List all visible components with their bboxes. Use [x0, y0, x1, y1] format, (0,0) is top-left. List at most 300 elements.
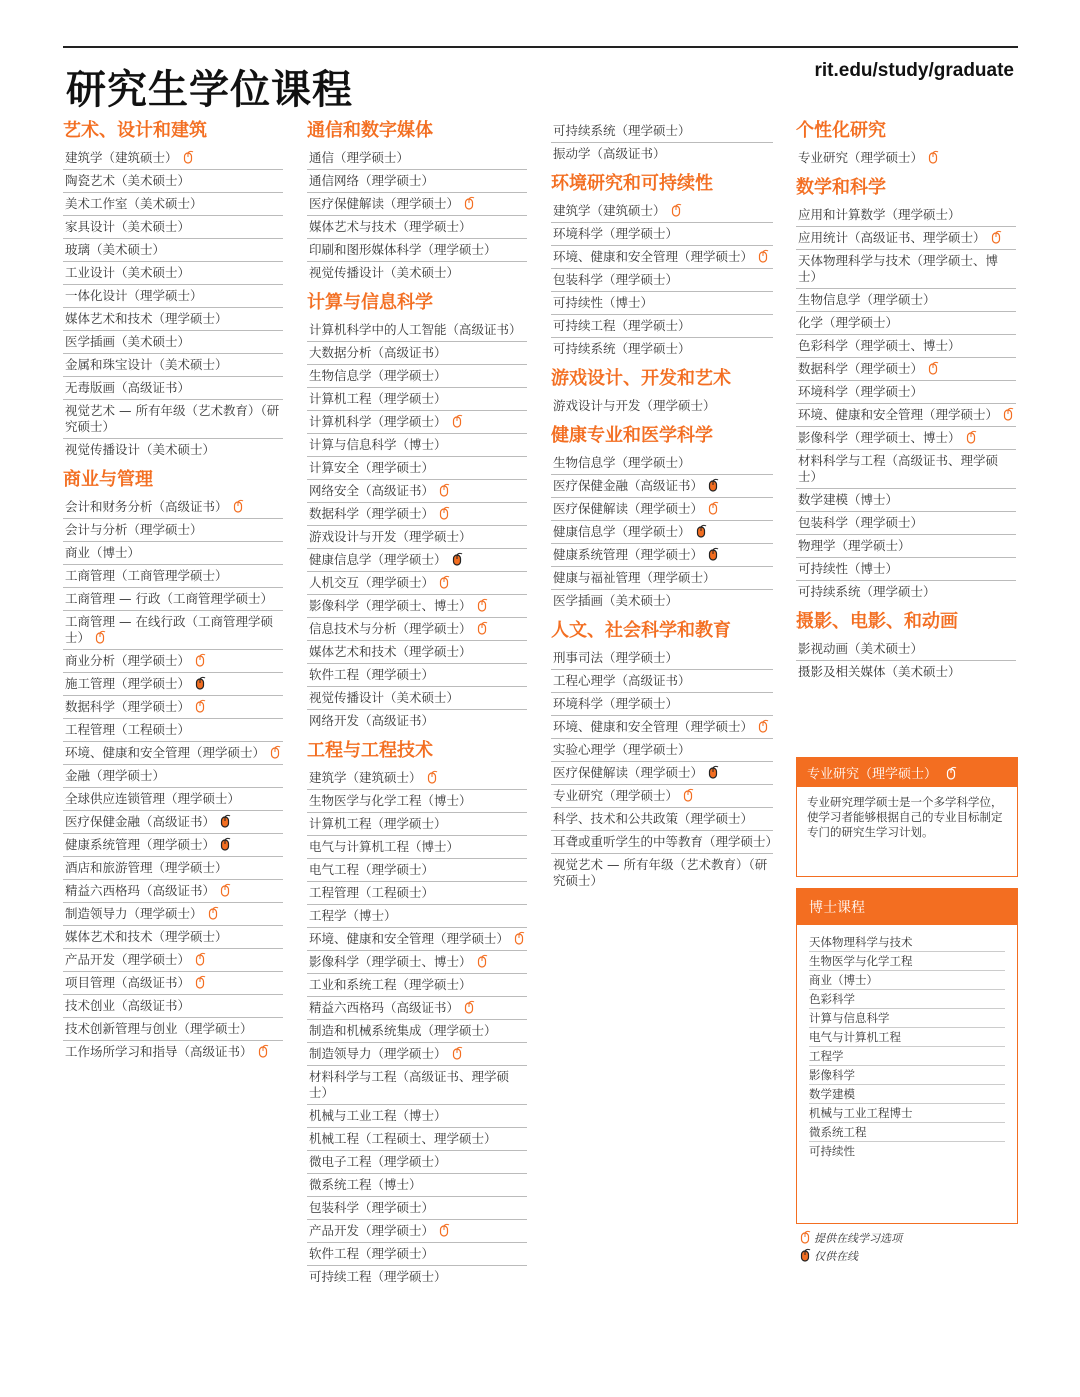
program-label: 医学插画（美术硕士） [553, 593, 679, 608]
online-only-icon [706, 765, 720, 779]
program-label: 工业设计（美术硕士） [65, 265, 191, 280]
program-item[interactable] [307, 836, 527, 859]
program-item[interactable] [63, 519, 283, 542]
program-label: 健康信息学（理学硕士） [553, 524, 691, 539]
program-label: 专业研究（理学硕士） [553, 788, 679, 803]
legend-online-only-label: 仅供在线 [814, 1250, 858, 1263]
program-list [551, 395, 773, 417]
program-item[interactable] [307, 1243, 527, 1266]
program-item[interactable] [63, 834, 283, 857]
program-item[interactable] [63, 611, 283, 650]
program-item[interactable] [63, 742, 283, 765]
program-item[interactable] [551, 647, 773, 670]
program-label: 微电子工程（理学硕士） [309, 1154, 447, 1169]
section-heading: 游戏设计、开发和艺术 [551, 368, 731, 389]
program-item[interactable] [307, 928, 527, 951]
program-item[interactable] [307, 457, 527, 480]
program-label: 生物信息学（理学硕士） [798, 292, 936, 307]
online-option-icon [512, 931, 526, 945]
program-item[interactable] [796, 489, 1016, 512]
phd-item[interactable]: 商业（博士） [809, 971, 1005, 990]
program-item[interactable] [307, 687, 527, 710]
program-label: 应用统计（高级证书、理学硕士） [798, 230, 986, 245]
program-item[interactable] [63, 262, 283, 285]
program-item[interactable] [551, 338, 773, 360]
program-item[interactable] [551, 143, 773, 165]
program-item[interactable] [796, 250, 1016, 289]
professional-studies-text: 专业研究理学硕士是一个多学科学位，使学习者能够根据自己的专业目标制定专门的研究生学习计划。 [807, 795, 1003, 839]
program-label: 视觉艺术 — 所有年级（艺术教育）（研究硕士） [65, 403, 280, 434]
program-item[interactable] [307, 170, 527, 193]
program-item[interactable] [307, 1151, 527, 1174]
phd-item[interactable]: 工程学 [809, 1047, 1005, 1066]
program-label: 影视动画（美术硕士） [798, 641, 924, 656]
program-label: 媒体艺术和技术（理学硕士） [65, 929, 228, 944]
professional-studies-title: 专业研究（理学硕士） [807, 767, 938, 782]
program-item[interactable] [307, 572, 527, 595]
phd-list [797, 925, 1017, 1170]
phd-item[interactable]: 生物医学与化学工程 [809, 952, 1005, 971]
legend-online [798, 1230, 902, 1248]
program-label: 耳聋或重听学生的中等教育（理学硕士） [553, 834, 779, 849]
program-label: 物理学（理学硕士） [798, 538, 911, 553]
program-item[interactable] [307, 641, 527, 664]
program-label: 环境科学（理学硕士） [553, 696, 679, 711]
program-list [63, 496, 283, 1063]
program-item[interactable] [307, 710, 527, 732]
program-item[interactable] [307, 434, 527, 457]
program-list [551, 452, 773, 612]
program-item[interactable] [551, 200, 773, 223]
professional-studies-header [797, 758, 1017, 787]
online-option-icon [425, 770, 439, 784]
program-label: 包装科学（理学硕士） [798, 515, 924, 530]
program-item[interactable] [307, 882, 527, 905]
online-only-icon [450, 552, 464, 566]
program-item[interactable] [63, 216, 283, 239]
program-item[interactable] [551, 716, 773, 739]
program-item[interactable] [796, 147, 1016, 169]
program-label: 建筑学（建筑硕士） [65, 150, 178, 165]
online-option-icon [798, 1230, 812, 1244]
program-item[interactable] [551, 292, 773, 315]
program-label: 技术创业（高级证书） [65, 998, 191, 1013]
program-item[interactable] [551, 395, 773, 417]
program-label: 医疗保健金融（高级证书） [553, 478, 704, 493]
program-list [551, 120, 773, 165]
top-rule [63, 46, 1018, 48]
program-label: 可持续工程（理学硕士） [553, 318, 691, 333]
program-item[interactable] [307, 1220, 527, 1243]
program-item[interactable] [307, 951, 527, 974]
program-item[interactable] [551, 452, 773, 475]
program-label: 制造和机械系统集成（理学硕士） [309, 1023, 497, 1038]
program-item[interactable] [307, 262, 527, 284]
program-item[interactable] [307, 997, 527, 1020]
program-label: 包装科学（理学硕士） [309, 1200, 435, 1215]
online-only-icon [706, 547, 720, 561]
program-item[interactable] [796, 661, 1016, 683]
online-only-icon [193, 676, 207, 690]
phd-item[interactable]: 微系统工程 [809, 1123, 1005, 1142]
program-item[interactable] [63, 542, 283, 565]
program-list [307, 147, 527, 284]
program-item[interactable] [796, 381, 1016, 404]
program-item[interactable] [63, 439, 283, 461]
program-item[interactable] [307, 1128, 527, 1151]
program-item[interactable] [551, 246, 773, 269]
program-item[interactable] [796, 581, 1016, 603]
program-label: 全球供应连锁管理（理学硕士） [65, 791, 241, 806]
program-label: 一体化设计（理学硕士） [65, 288, 203, 303]
program-label: 商业分析（理学硕士） [65, 653, 191, 668]
program-label: 可持续系统（理学硕士） [798, 584, 936, 599]
program-item[interactable] [307, 319, 527, 342]
program-label: 产品开发（理学硕士） [65, 952, 191, 967]
program-item[interactable] [307, 767, 527, 790]
program-item[interactable] [796, 227, 1016, 250]
column-1 [63, 120, 283, 1063]
online-option-icon [193, 699, 207, 713]
program-label: 环境、健康和安全管理（理学硕士） [553, 719, 754, 734]
program-label: 无毒版画（高级证书） [65, 380, 191, 395]
program-label: 健康与福祉管理（理学硕士） [553, 570, 716, 585]
program-item[interactable] [796, 335, 1016, 358]
program-label: 医疗保健金融（高级证书） [65, 814, 216, 829]
page-url[interactable]: rit.edu/study/graduate [814, 60, 1014, 81]
section-heading: 健康专业和医学科学 [551, 425, 713, 446]
program-label: 精益六西格玛（高级证书） [309, 1000, 460, 1015]
program-label: 工商管理（工商管理学硕士） [65, 568, 228, 583]
program-item[interactable] [796, 289, 1016, 312]
program-item[interactable] [551, 693, 773, 716]
legend [798, 1230, 902, 1266]
program-label: 可持续工程（理学硕士） [309, 1269, 447, 1284]
program-item[interactable] [307, 1266, 527, 1288]
program-item[interactable] [63, 239, 283, 262]
section-heading: 数学和科学 [796, 177, 886, 198]
program-label: 视觉艺术 — 所有年级（艺术教育）（研究硕士） [553, 857, 768, 888]
program-label: 数据科学（理学硕士） [309, 506, 435, 521]
phd-item[interactable]: 数学建模 [809, 1085, 1005, 1104]
program-label: 可持续系统（理学硕士） [553, 341, 691, 356]
program-label: 工业和系统工程（理学硕士） [309, 977, 472, 992]
program-label: 生物信息学（理学硕士） [309, 368, 447, 383]
online-option-icon [669, 203, 683, 217]
program-item[interactable] [63, 926, 283, 949]
program-item[interactable] [63, 377, 283, 400]
program-item[interactable] [63, 285, 283, 308]
program-item[interactable] [63, 903, 283, 926]
program-label: 通信网络（理学硕士） [309, 173, 435, 188]
program-label: 实验心理学（理学硕士） [553, 742, 691, 757]
program-label: 环境、健康和安全管理（理学硕士） [798, 407, 999, 422]
program-label: 软件工程（理学硕士） [309, 1246, 435, 1261]
program-label: 玻璃（美术硕士） [65, 242, 166, 257]
program-item[interactable] [551, 670, 773, 693]
program-label: 工商管理 — 行政（工商管理学硕士） [65, 591, 273, 606]
program-list [551, 647, 779, 892]
online-option-icon [756, 719, 770, 733]
program-label: 酒店和旅游管理（理学硕士） [65, 860, 228, 875]
phd-item[interactable]: 影像科学 [809, 1066, 1005, 1085]
program-item[interactable] [307, 1020, 527, 1043]
program-item[interactable] [63, 972, 283, 995]
program-item[interactable] [307, 147, 527, 170]
program-item[interactable] [307, 342, 527, 365]
program-label: 制造领导力（理学硕士） [65, 906, 203, 921]
program-item[interactable] [796, 404, 1016, 427]
program-item[interactable] [63, 170, 283, 193]
program-item[interactable] [796, 312, 1016, 335]
section-heading: 摄影、电影、和动画 [796, 611, 958, 632]
program-item[interactable] [551, 498, 773, 521]
program-item[interactable] [307, 905, 527, 928]
program-label: 天体物理科学与技术（理学硕士、博士） [798, 253, 999, 284]
program-item[interactable] [307, 1197, 527, 1220]
program-item[interactable] [796, 450, 1016, 489]
program-item[interactable] [63, 193, 283, 216]
program-item[interactable] [551, 544, 773, 567]
program-label: 工程学（博士） [309, 908, 397, 923]
program-item[interactable] [551, 567, 773, 590]
program-label: 摄影及相关媒体（美术硕士） [798, 664, 961, 679]
program-item[interactable] [63, 496, 283, 519]
program-label: 建筑学（建筑硕士） [309, 770, 422, 785]
program-item[interactable] [63, 995, 283, 1018]
program-label: 工程管理（工程硕士） [65, 722, 191, 737]
program-item[interactable] [63, 400, 283, 439]
program-label: 环境科学（理学硕士） [798, 384, 924, 399]
program-label: 印刷和图形媒体科学（理学硕士） [309, 242, 497, 257]
page-title: 研究生学位课程 [66, 67, 353, 113]
program-label: 可持续性（博士） [553, 295, 654, 310]
section-heading: 工程与工程技术 [307, 740, 433, 761]
program-item[interactable] [307, 549, 527, 572]
program-label: 可持续性（博士） [798, 561, 899, 576]
program-item[interactable] [551, 521, 773, 544]
program-item[interactable] [63, 565, 283, 588]
program-item[interactable] [551, 854, 773, 892]
online-only-icon [218, 837, 232, 851]
program-item[interactable] [796, 204, 1016, 227]
program-item[interactable] [796, 512, 1016, 535]
section-heading: 人文、社会科学和教育 [551, 620, 731, 641]
program-item[interactable] [307, 859, 527, 882]
program-label: 网络安全（高级证书） [309, 483, 435, 498]
program-label: 材料科学与工程（高级证书、理学硕士） [798, 453, 999, 484]
program-item[interactable] [551, 785, 773, 808]
program-label: 施工管理（理学硕士） [65, 676, 191, 691]
online-option-icon [926, 150, 940, 164]
program-label: 微系统工程（博士） [309, 1177, 422, 1192]
program-item[interactable] [307, 595, 527, 618]
section-heading: 环境研究和可持续性 [551, 173, 713, 194]
program-item[interactable] [63, 765, 283, 788]
program-label: 精益六西格玛（高级证书） [65, 883, 216, 898]
program-item[interactable] [63, 147, 283, 170]
online-option-icon [231, 499, 245, 513]
phd-item[interactable]: 计算与信息科学 [809, 1009, 1005, 1028]
program-item[interactable] [307, 526, 527, 549]
program-item[interactable] [63, 811, 283, 834]
program-item[interactable] [307, 813, 527, 836]
program-label: 影像科学（理学硕士、博士） [309, 598, 472, 613]
program-item[interactable] [307, 216, 527, 239]
program-label: 制造领导力（理学硕士） [309, 1046, 447, 1061]
online-option-icon [681, 788, 695, 802]
program-item[interactable] [63, 696, 283, 719]
program-item[interactable] [796, 358, 1016, 381]
program-label: 游戏设计与开发（理学硕士） [553, 398, 716, 413]
online-option-icon [450, 1046, 464, 1060]
program-item[interactable] [307, 1066, 527, 1105]
program-item[interactable] [307, 411, 527, 434]
program-label: 影像科学（理学硕士、博士） [798, 430, 961, 445]
online-option-icon [437, 506, 451, 520]
program-label: 大数据分析（高级证书） [309, 345, 447, 360]
program-label: 可持续系统（理学硕士） [553, 123, 691, 138]
program-item[interactable] [551, 808, 773, 831]
program-item[interactable] [307, 365, 527, 388]
online-option-icon [475, 598, 489, 612]
online-option-icon [989, 230, 1003, 244]
program-item[interactable] [796, 638, 1016, 661]
program-item[interactable] [551, 223, 773, 246]
program-label: 环境、健康和安全管理（理学硕士） [309, 931, 510, 946]
program-item[interactable] [551, 120, 773, 143]
online-option-icon [475, 954, 489, 968]
program-label: 健康系统管理（理学硕士） [65, 837, 216, 852]
program-item[interactable] [551, 475, 773, 498]
program-list [796, 638, 1016, 683]
program-item[interactable] [796, 558, 1016, 581]
program-item[interactable] [307, 239, 527, 262]
program-label: 生物医学与化学工程（博士） [309, 793, 472, 808]
phd-item[interactable]: 机械与工业工程博士 [809, 1104, 1005, 1123]
program-label: 电气与计算机工程（博士） [309, 839, 460, 854]
program-label: 计算机科学（理学硕士） [309, 414, 447, 429]
program-item[interactable] [551, 739, 773, 762]
phd-item[interactable]: 色彩科学 [809, 990, 1005, 1009]
program-label: 医疗保健解读（理学硕士） [553, 765, 704, 780]
program-item[interactable] [307, 664, 527, 687]
program-item[interactable] [307, 1174, 527, 1197]
program-item[interactable] [796, 427, 1016, 450]
online-option-icon [1001, 407, 1015, 421]
program-label: 游戏设计与开发（理学硕士） [309, 529, 472, 544]
program-item[interactable] [63, 331, 283, 354]
program-label: 视觉传播设计（美术硕士） [309, 690, 460, 705]
program-label: 计算与信息科学（博士） [309, 437, 447, 452]
program-label: 产品开发（理学硕士） [309, 1223, 435, 1238]
program-label: 健康信息学（理学硕士） [309, 552, 447, 567]
program-label: 网络开发（高级证书） [309, 713, 435, 728]
phd-item[interactable]: 可持续性 [809, 1144, 855, 1158]
program-item[interactable] [307, 193, 527, 216]
program-item[interactable] [307, 618, 527, 641]
program-item[interactable] [63, 857, 283, 880]
program-item[interactable] [63, 588, 283, 611]
program-item[interactable] [796, 535, 1016, 558]
program-item[interactable] [63, 949, 283, 972]
section-heading: 商业与管理 [63, 469, 153, 490]
program-label: 金属和珠宝设计（美术硕士） [65, 357, 228, 372]
program-item[interactable] [551, 269, 773, 292]
program-item[interactable] [63, 354, 283, 377]
program-label: 工程管理（工程硕士） [309, 885, 435, 900]
program-label: 计算机工程（理学硕士） [309, 391, 447, 406]
program-list [796, 147, 1016, 169]
section-heading: 艺术、设计和建筑 [63, 120, 207, 141]
program-label: 媒体艺术和技术（理学硕士） [65, 311, 228, 326]
online-option-icon [218, 883, 232, 897]
program-item[interactable] [307, 974, 527, 997]
program-list [796, 204, 1016, 603]
program-item[interactable] [63, 880, 283, 903]
program-label: 工商管理 — 在线行政（工商管理学硕士） [65, 614, 273, 645]
program-label: 项目管理（高级证书） [65, 975, 191, 990]
program-item[interactable] [63, 788, 283, 811]
online-option-icon [256, 1044, 270, 1058]
online-option-icon [475, 621, 489, 635]
online-option-icon [206, 906, 220, 920]
column-4 [796, 120, 1016, 683]
program-item[interactable] [63, 308, 283, 331]
program-item[interactable] [63, 1041, 283, 1063]
program-item[interactable] [551, 590, 773, 612]
online-only-icon [694, 524, 708, 538]
program-item[interactable] [551, 762, 773, 785]
program-label: 计算机工程（理学硕士） [309, 816, 447, 831]
program-label: 科学、技术和公共政策（理学硕士） [553, 811, 754, 826]
online-option-icon [964, 430, 978, 444]
program-label: 应用和计算数学（理学硕士） [798, 207, 961, 222]
phd-item[interactable]: 电气与计算机工程 [809, 1028, 1005, 1047]
program-item[interactable] [63, 650, 283, 673]
online-option-icon [268, 745, 282, 759]
program-item[interactable] [63, 1018, 283, 1041]
program-label: 商业（博士） [65, 545, 141, 560]
program-label: 生物信息学（理学硕士） [553, 455, 691, 470]
program-item[interactable] [307, 480, 527, 503]
program-label: 金融（理学硕士） [65, 768, 166, 783]
program-item[interactable] [307, 1043, 527, 1066]
program-label: 视觉传播设计（美术硕士） [309, 265, 460, 280]
phd-item[interactable]: 天体物理科学与技术 [809, 933, 1005, 952]
program-label: 会计与分析（理学硕士） [65, 522, 203, 537]
online-option-icon [193, 653, 207, 667]
phd-programs-header: 博士课程 [797, 889, 1017, 925]
program-label: 刑事司法（理学硕士） [553, 650, 679, 665]
program-label: 通信（理学硕士） [309, 150, 410, 165]
online-option-icon [450, 414, 464, 428]
program-item[interactable] [63, 719, 283, 742]
program-item[interactable] [307, 503, 527, 526]
program-item[interactable] [307, 790, 527, 813]
program-label: 医疗保健解读（理学硕士） [553, 501, 704, 516]
program-label: 振动学（高级证书） [553, 146, 666, 161]
program-item[interactable] [307, 1105, 527, 1128]
program-item[interactable] [307, 388, 527, 411]
program-item[interactable] [63, 673, 283, 696]
program-item[interactable] [551, 831, 779, 854]
program-item[interactable] [551, 315, 773, 338]
online-option-icon [193, 975, 207, 989]
program-label: 计算安全（理学硕士） [309, 460, 435, 475]
online-option-icon [437, 483, 451, 497]
program-label: 信息技术与分析（理学硕士） [309, 621, 472, 636]
